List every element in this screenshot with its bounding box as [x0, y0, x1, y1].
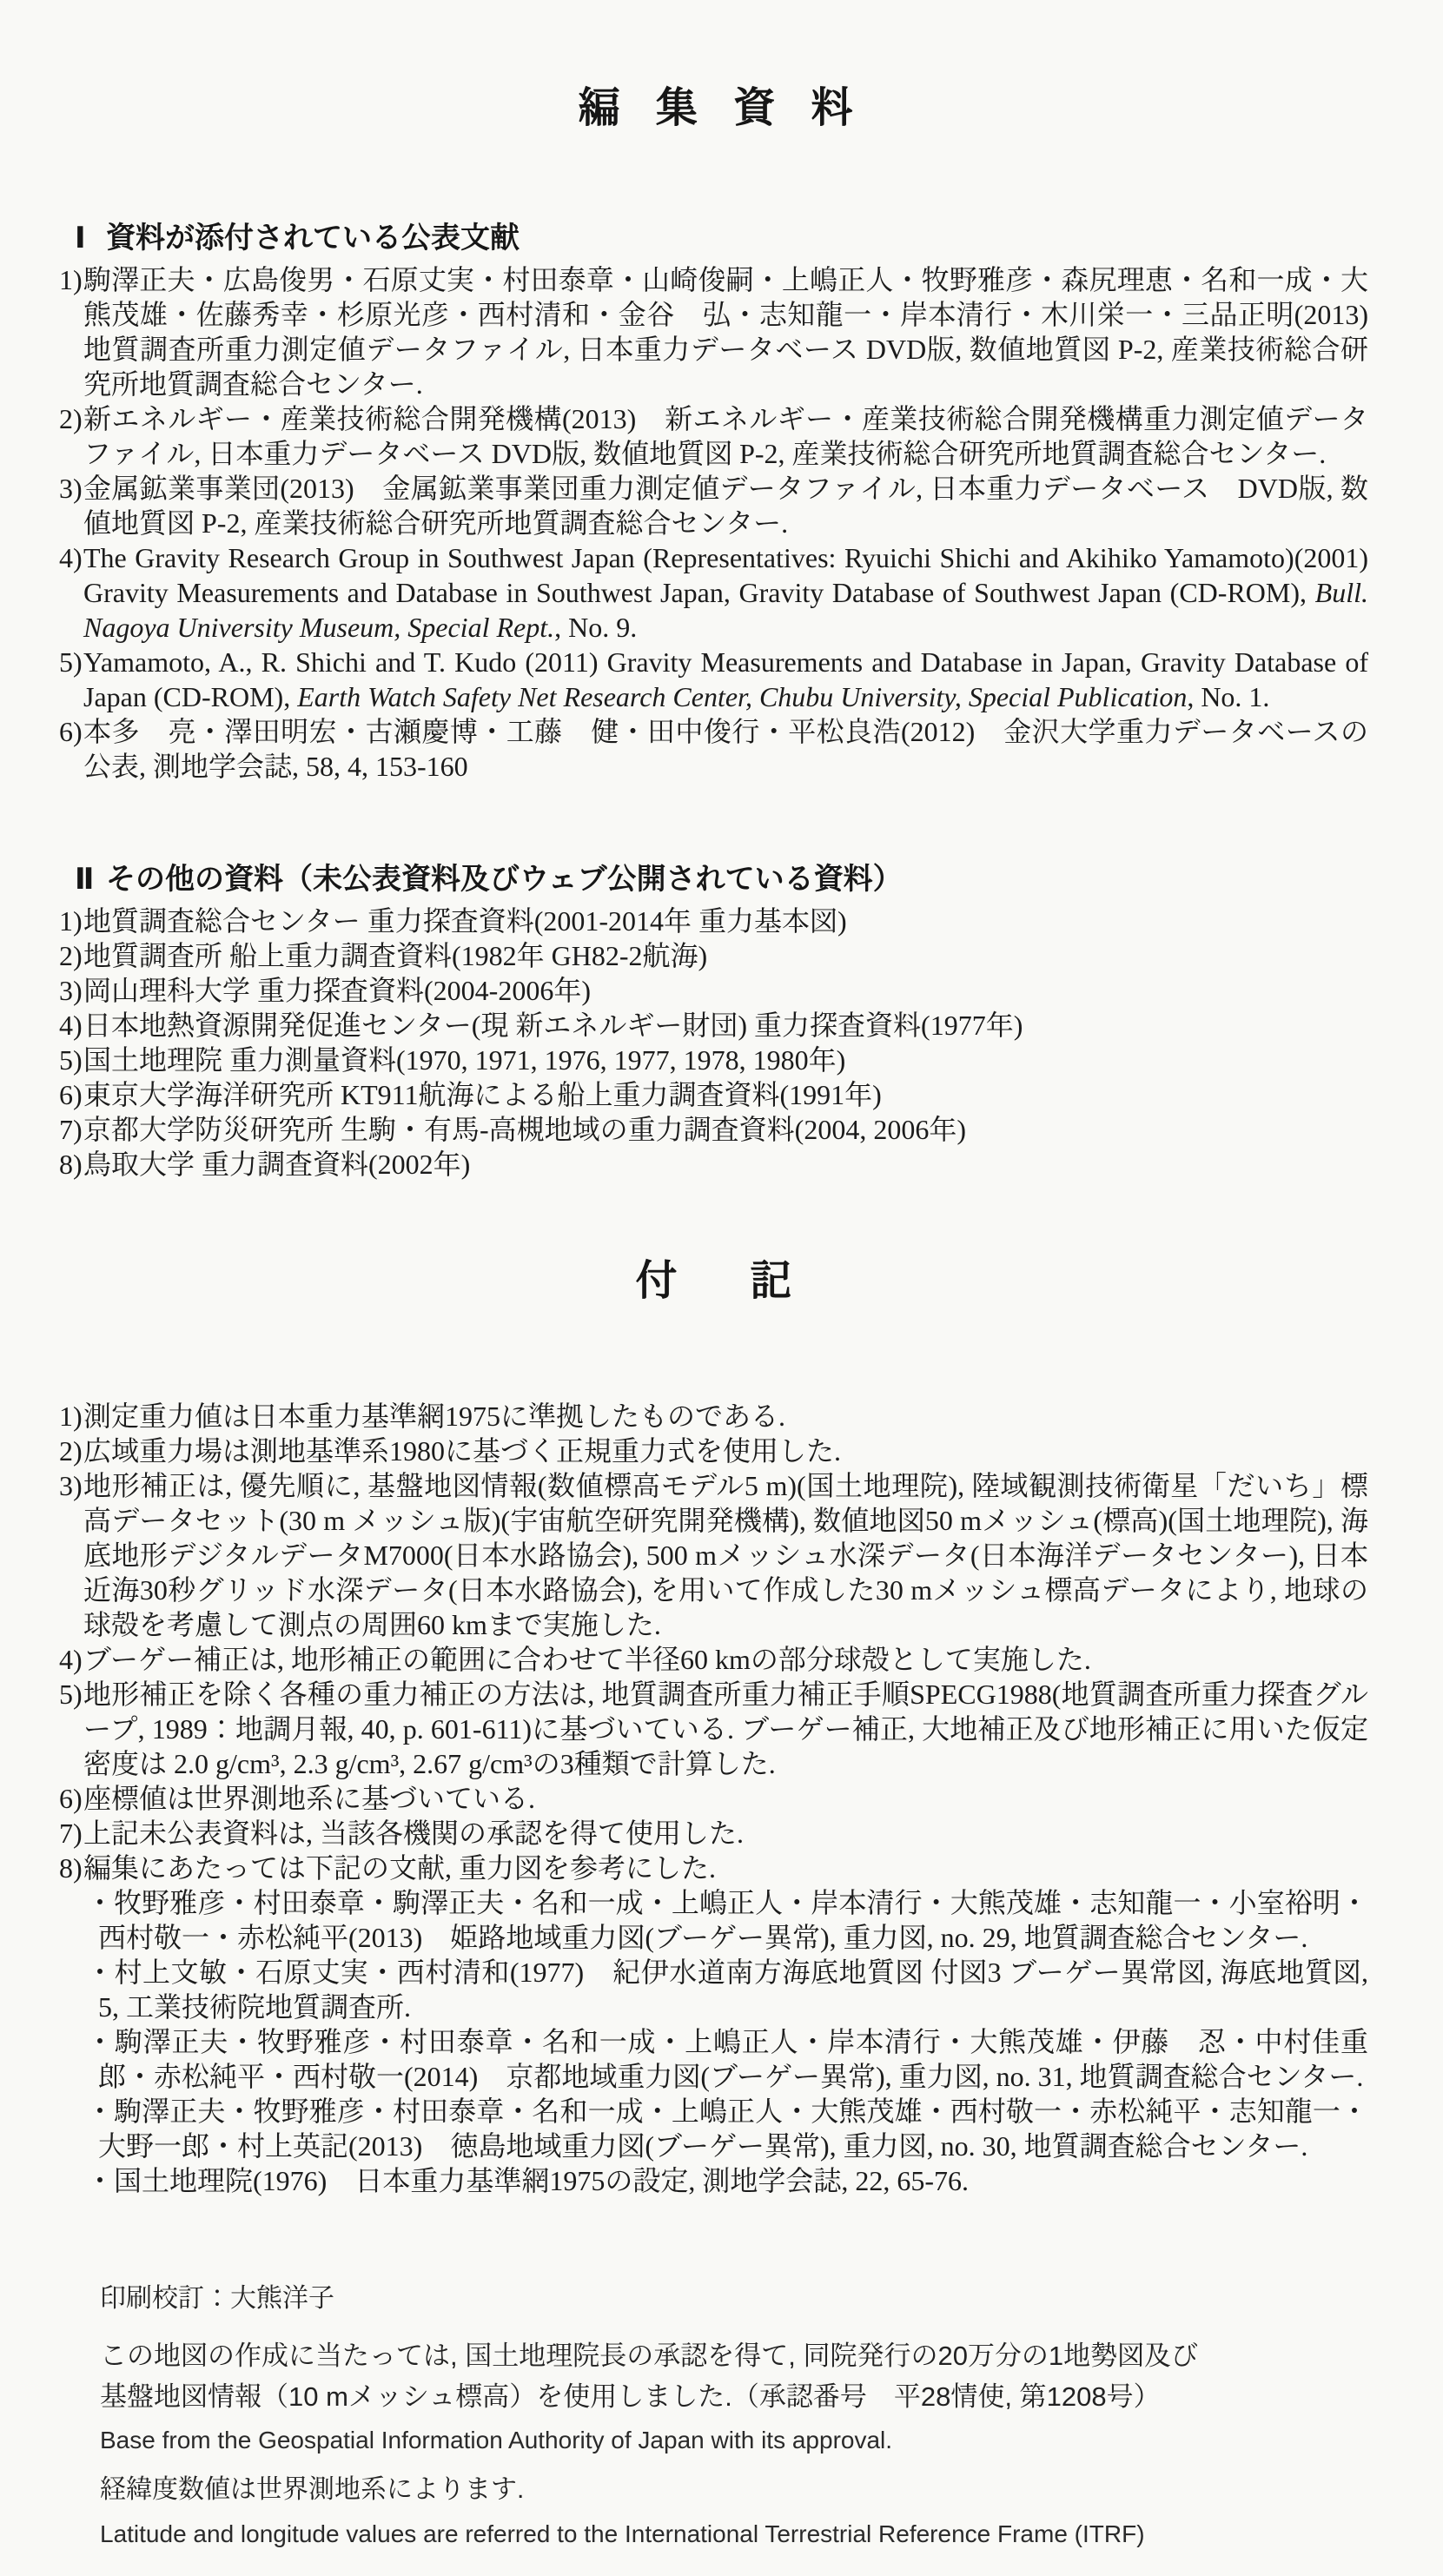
- other-item-1: [0, 904, 1368, 938]
- item-text: ブーゲー補正は, 地形補正の範囲に合わせて半径60 kmの部分球殻として実施した.: [83, 1644, 1091, 1675]
- item-number: 3): [59, 473, 83, 504]
- appendix-note-8: [0, 1851, 1368, 2198]
- pub-item-6: [0, 714, 1368, 784]
- item-number: 7): [59, 1818, 83, 1849]
- map-approval-note-line2: 基盤地図情報（10 mメッシュ標高）を使用しました.（承認番号 平28情使, 第1208号）: [100, 2381, 1161, 2412]
- other-item-6: [0, 1077, 1368, 1112]
- item-number: 2): [59, 1435, 83, 1467]
- item-text: [83, 646, 1368, 712]
- appendix-note-6: [0, 1781, 1368, 1816]
- proofreader-note: 印刷校訂：大熊洋子: [100, 2284, 334, 2313]
- footer: [0, 2281, 1443, 2553]
- pub-item-4: [0, 540, 1368, 645]
- item-text-segment: , No. 1.: [1187, 681, 1270, 712]
- item-text: 京都大学防災研究所 生駒・有馬-高槻地域の重力調査資料(2004, 2006年): [83, 1114, 966, 1145]
- section-other-materials: [0, 860, 1443, 1182]
- other-item-2: [0, 938, 1368, 973]
- pub-item-3: [0, 471, 1368, 540]
- item-number: 8): [59, 1149, 83, 1180]
- appendix-note-3: [0, 1468, 1368, 1642]
- appendix-note-5: [0, 1677, 1368, 1781]
- item-number: 6): [59, 716, 83, 747]
- pub-item-1: [0, 262, 1397, 401]
- item-number: 4): [59, 1644, 83, 1675]
- item-number: 4): [59, 542, 83, 573]
- item-text: 鳥取大学 重力調査資料(2002年): [83, 1149, 471, 1180]
- appendix-note-list: [0, 1399, 1368, 2198]
- section-number: Ⅱ: [75, 863, 95, 896]
- published-reference-list: [0, 262, 1397, 784]
- section-heading: [0, 860, 1368, 898]
- item-text: 地形補正を除く各種の重力補正の方法は, 地質調査所重力補正手順SPECG1988(地質調査所重力探査グループ, 1989：地調月報, 40, p. 601-611)に基づいている. ブーゲー補正, 大地補正及び地形補正に用いた仮定密度は 2.0 g/cm³, 2.3 g/cm³, 2.67 g/cm³の3種類で計算した.: [83, 1679, 1368, 1779]
- item-text-italic-segment: Bull. Nagoya University Museum, Special Rept.: [83, 577, 1368, 643]
- appendix-note-2: [0, 1434, 1368, 1468]
- item-text-segment: Yamamoto, A., R. Shichi and T. Kudo (2011) Gravity Measurements and Database in Japan, Gravity Database of Japan (CD-ROM),: [83, 646, 1368, 712]
- item-text-segment: , No. 9.: [554, 612, 638, 643]
- item-number: 1): [59, 264, 83, 295]
- item-number: 7): [59, 1114, 83, 1145]
- appendix-title: 付 記: [635, 1258, 808, 1304]
- other-item-5: [0, 1043, 1368, 1077]
- appendix-ref-3: ・駒澤正夫・牧野雅彦・村田泰章・名和一成・上嶋正人・岸本清行・大熊茂雄・伊藤 忍・中村佳重郎・赤松純平・西村敬一(2014) 京都地域重力図(ブーゲー異常), 重力図, no. 31, 地質調査総合センター.: [86, 2026, 1368, 2092]
- other-item-4: [0, 1008, 1368, 1043]
- item-number: 6): [59, 1079, 83, 1110]
- item-text: 地形補正は, 優先順に, 基盤地図情報(数値標高モデル5 m)(国土地理院), 陸域観測技術衛星「だいち」標高データセット(30 m メッシュ版)(宇宙航空研究開発機構), 数値地図50 mメッシュ(標高)(国土地理院), 海底地形デジタルデータM7000(日本水路協会), 500 mメッシュ水深データ(日本海洋データセンター), 日本近海30秒グリッド水深データ(日本水路協会), を用いて作成した30 mメッシュ標高データにより, 地球の球殻を考慮して測点の周囲60 kmまで実施した.: [83, 1470, 1368, 1640]
- appendix-note-4: [0, 1642, 1368, 1677]
- item-number: 3): [59, 1470, 83, 1501]
- appendix-note-1: [0, 1399, 1368, 1434]
- item-text: 東京大学海洋研究所 KT911航海による船上重力調査資料(1991年): [83, 1079, 882, 1110]
- item-text: 地質調査総合センター 重力探査資料(2001-2014年 重力基本図): [83, 905, 847, 937]
- item-number: 1): [59, 1401, 83, 1432]
- item-text: 広域重力場は測地基準系1980に基づく正規重力式を使用した.: [83, 1435, 842, 1467]
- other-item-7: [0, 1112, 1368, 1147]
- item-number: 4): [59, 1010, 83, 1041]
- item-number: 2): [59, 940, 83, 971]
- item-text: 金属鉱業事業団(2013) 金属鉱業事業団重力測定値データファイル, 日本重力データベース DVD版, 数値地質図 P-2, 産業技術総合研究所地質調査総合センター.: [83, 473, 1368, 539]
- geodetic-note-ja: 経緯度数値は世界測地系によります.: [100, 2475, 525, 2504]
- appendix-note-7: [0, 1816, 1368, 1851]
- page-title: 編 集 資 料: [578, 85, 865, 131]
- item-text: [83, 542, 1368, 643]
- item-text-italic-segment: Earth Watch Safety Net Research Center, Chubu University, Special Publication: [297, 681, 1188, 712]
- item-text: 日本地熱資源開発促進センター(現 新エネルギー財団) 重力探査資料(1977年): [83, 1010, 1023, 1041]
- section-number: Ⅰ: [75, 222, 86, 255]
- item-text: 新エネルギー・産業技術総合開発機構(2013) 新エネルギー・産業技術総合開発機構重力測定値データファイル, 日本重力データベース DVD版, 数値地質図 P-2, 産業技術総合研究所地質調査総合センター.: [83, 403, 1368, 469]
- section-published-references: [0, 219, 1443, 784]
- pub-item-5: [0, 645, 1368, 714]
- item-text: 地質調査所 船上重力調査資料(1982年 GH82-2航海): [83, 940, 708, 971]
- other-material-list: [0, 904, 1368, 1182]
- base-credit-en: Base from the Geospatial Information Authority of Japan with its approval.: [100, 2427, 893, 2453]
- other-item-8: [0, 1147, 1368, 1182]
- item-number: 5): [59, 1679, 83, 1710]
- section-heading: [0, 219, 1368, 257]
- item-number: 2): [59, 403, 83, 434]
- item-number: 3): [59, 975, 83, 1006]
- item-text: 本多 亮・澤田明宏・古瀬慶博・工藤 健・田中俊行・平松良浩(2012) 金沢大学重力データベースの公表, 測地学会誌, 58, 4, 153-160: [83, 716, 1368, 782]
- appendix-ref-1: ・牧野雅彦・村田泰章・駒澤正夫・名和一成・上嶋正人・岸本清行・大熊茂雄・志知龍一・小室裕明・西村敬一・赤松純平(2013) 姫路地域重力図(ブーゲー異常), 重力図, no. 29, 地質調査総合センター.: [86, 1887, 1368, 1953]
- appendix-ref-2: ・村上文敏・石原丈実・西村清和(1977) 紀伊水道南方海底地質図 付図3 ブーゲー異常図, 海底地質図, 5, 工業技術院地質調査所.: [86, 1957, 1368, 2023]
- section-appendix-notes: [0, 1399, 1443, 2198]
- section-heading-label: 資料が添付されている公表文献: [106, 222, 520, 255]
- item-number: 8): [59, 1852, 83, 1884]
- section-heading-label: その他の資料（未公表資料及びウェブ公開されている資料）: [106, 863, 903, 896]
- appendix-ref-4: ・駒澤正夫・牧野雅彦・村田泰章・名和一成・上嶋正人・大熊茂雄・西村敬一・赤松純平・志知龍一・大野一郎・村上英記(2013) 徳島地域重力図(ブーゲー異常), 重力図, no. 30, 地質調査総合センター.: [86, 2096, 1368, 2162]
- item-number: 6): [59, 1783, 83, 1814]
- item-number: 5): [59, 646, 83, 678]
- item-text: 駒澤正夫・広島俊男・石原丈実・村田泰章・山崎俊嗣・上嶋正人・牧野雅彦・森尻理恵・名和一成・大熊茂雄・佐藤秀幸・杉原光彦・西村清和・金谷 弘・志知龍一・岸本清行・木川栄一・三品正明(2013) 地質調査所重力測定値データファイル, 日本重力データベース DVD版, 数値地質図 P-2, 産業技術総合研究所地質調査総合センター.: [83, 264, 1397, 400]
- pub-item-2: [0, 401, 1368, 471]
- item-text: 上記未公表資料は, 当該各機関の承認を得て使用した.: [83, 1818, 745, 1849]
- item-number: 5): [59, 1044, 83, 1076]
- appendix-reference-list: [83, 1885, 1368, 2198]
- geodetic-note-en: Latitude and longitude values are referred to the International Terrestrial Reference Frame (ITRF): [100, 2520, 1145, 2547]
- item-text: 測定重力値は日本重力基準網1975に準拠したものである.: [83, 1401, 786, 1432]
- item-text-segment: The Gravity Research Group in Southwest Japan (Representatives: Ryuichi Shichi and Akihiko Yamamoto)(2001) Gravity Measurements and Database in Southwest Japan, Gravity Database of Southwest Japan (CD-ROM),: [83, 542, 1368, 608]
- appendix-ref-5: ・国土地理院(1976) 日本重力基準網1975の設定, 測地学会誌, 22, 65-76.: [86, 2165, 969, 2196]
- item-number: 1): [59, 905, 83, 937]
- item-text: 国土地理院 重力測量資料(1970, 1971, 1976, 1977, 1978, 1980年): [83, 1044, 846, 1076]
- map-approval-note-line1: この地図の作成に当たっては, 国土地理院長の承認を得て, 同院発行の20万分の1地勢図及び: [100, 2341, 1199, 2371]
- item-text: 岡山理科大学 重力探査資料(2004-2006年): [83, 975, 591, 1006]
- item-text: 座標値は世界測地系に基づいている.: [83, 1783, 536, 1814]
- other-item-3: [0, 973, 1368, 1008]
- item-text: 編集にあたっては下記の文献, 重力図を参考にした.: [83, 1852, 717, 1884]
